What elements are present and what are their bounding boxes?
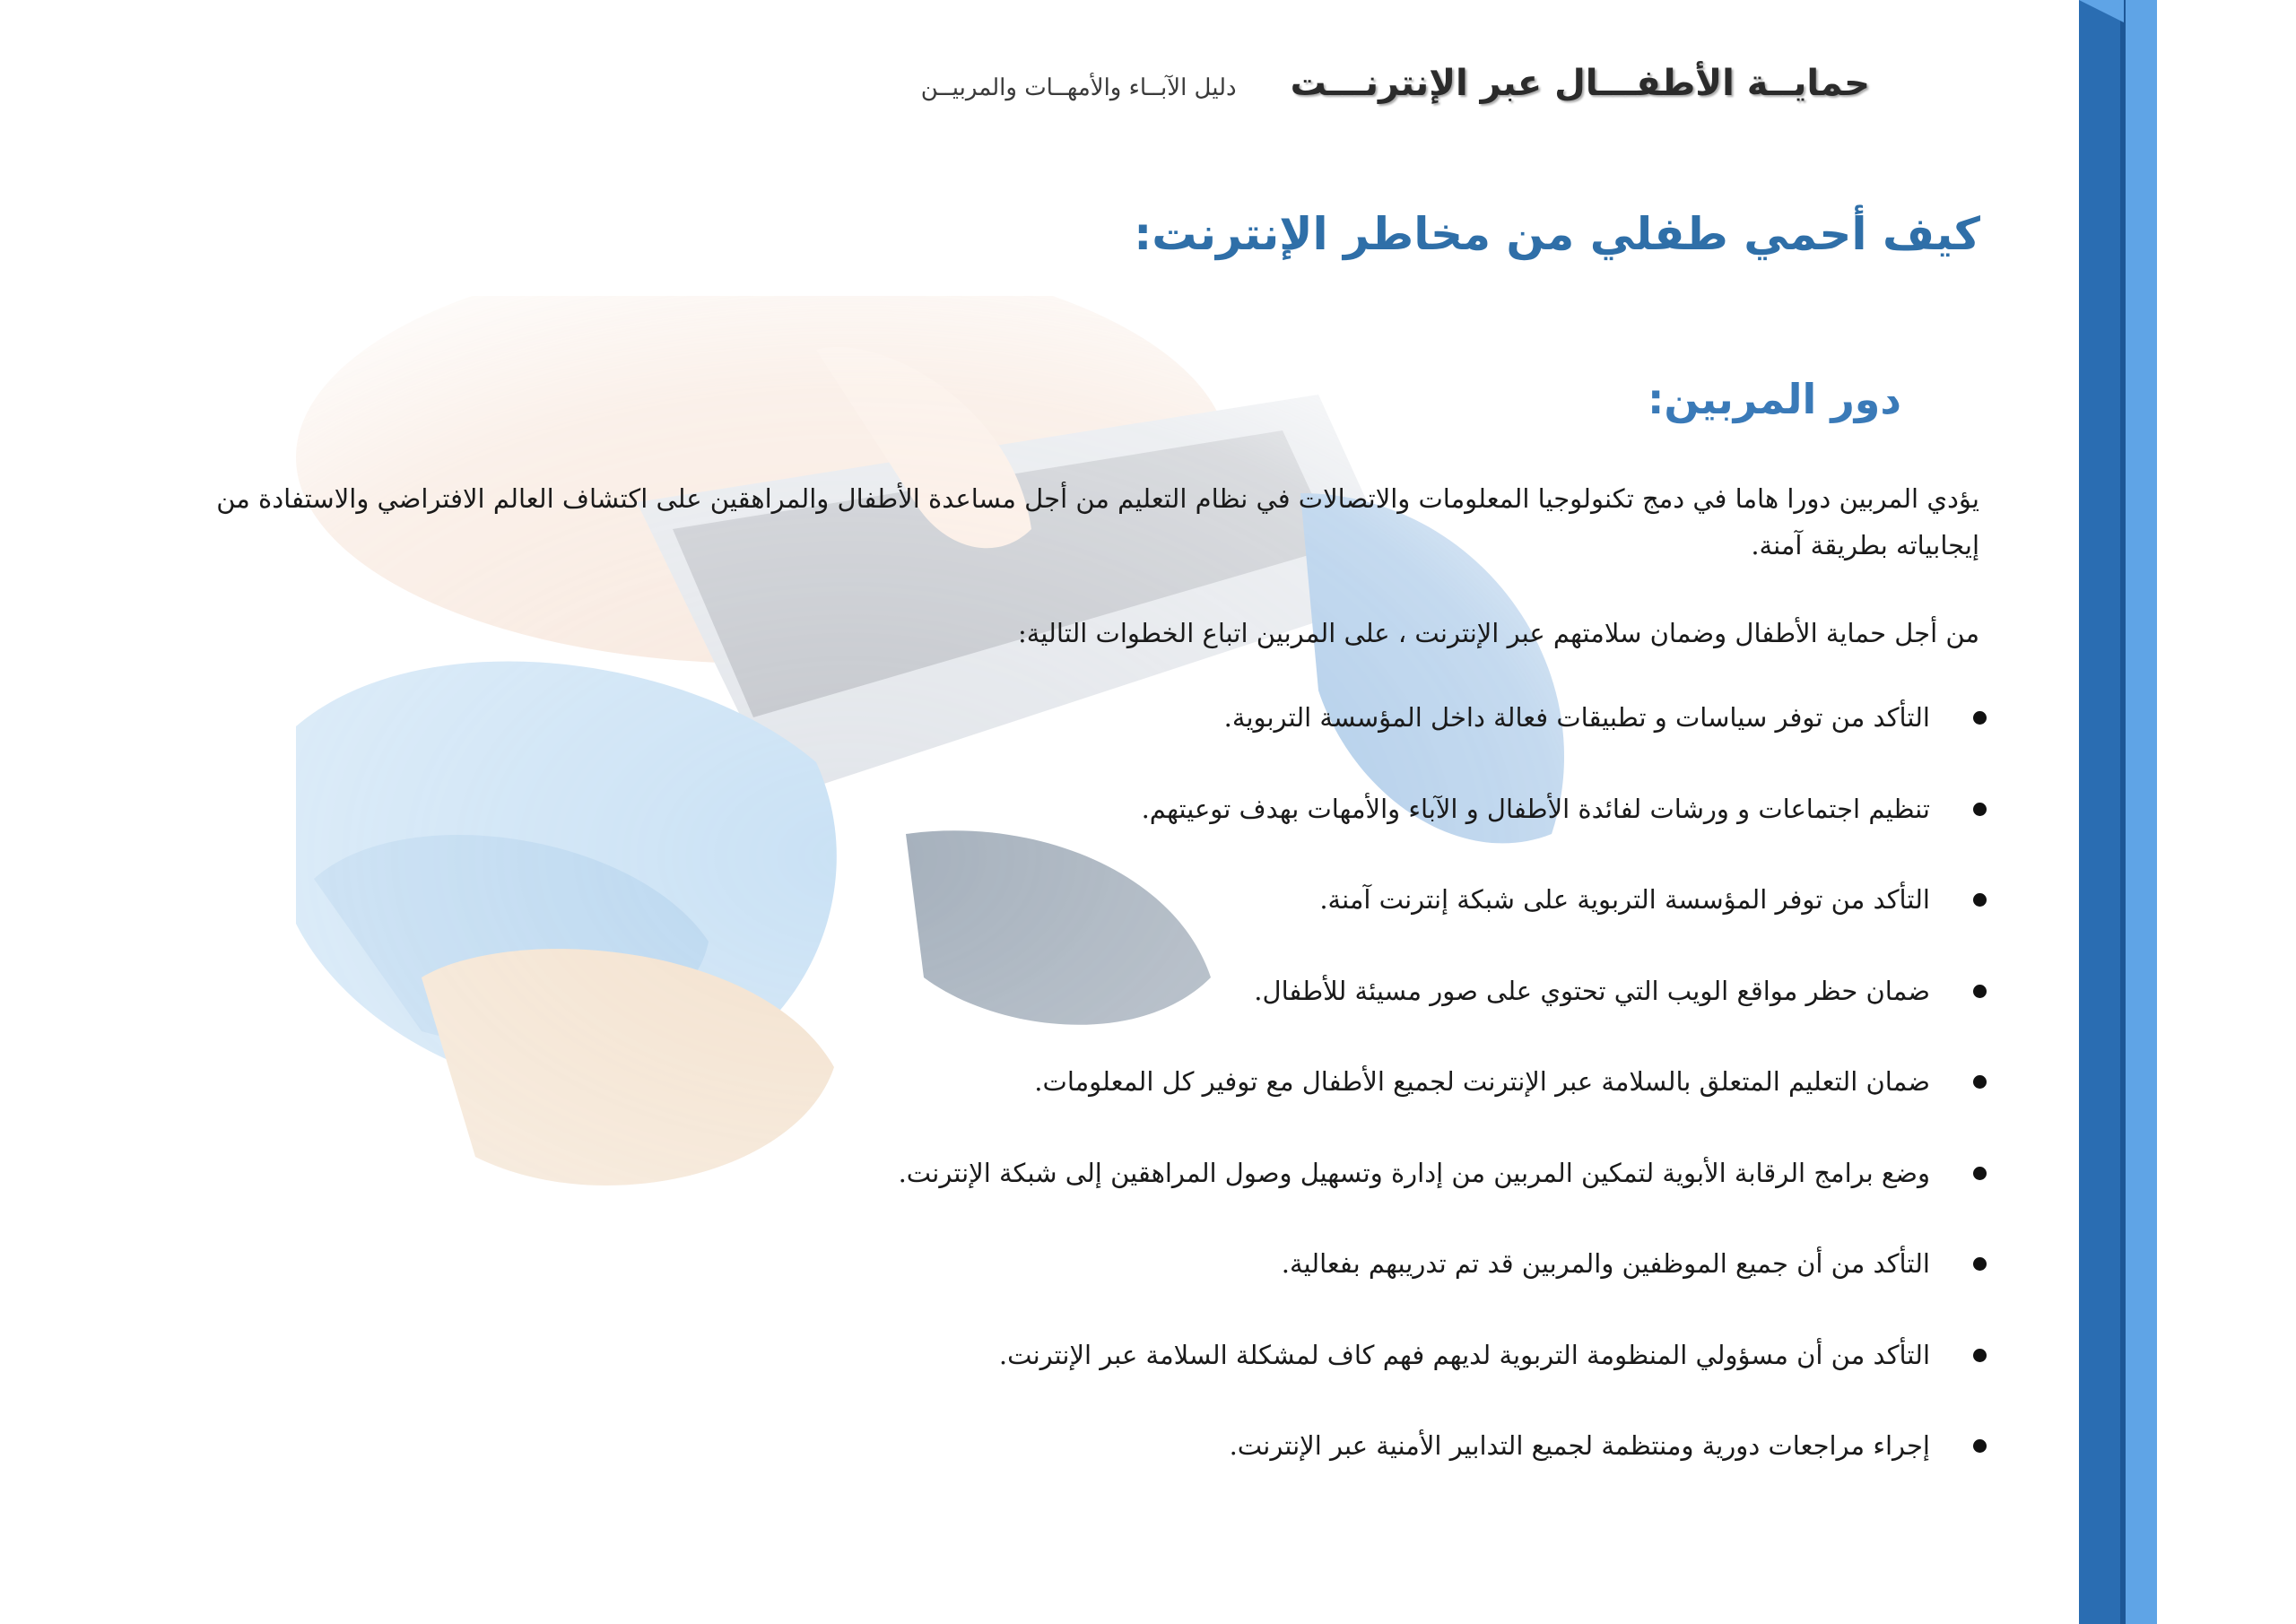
page-title: كيف أحمي طفلي من مخاطر الإنترنت: (1134, 208, 1980, 260)
list-item (899, 968, 1987, 1060)
list-item (899, 786, 1987, 878)
header-subtitle: دليل الآبــاء والأمهــات والمربيــن (920, 74, 1237, 101)
list-item-text: التأكد من توفر المؤسسة التربوية على شبكة إنترنت آمنة. (1319, 884, 1930, 915)
bullet-icon (1973, 1349, 1987, 1362)
section-heading: دور المربين: (1647, 375, 1901, 423)
list-item (899, 1151, 1987, 1242)
steps-list (899, 695, 1987, 1515)
running-header (921, 63, 1870, 104)
list-item-text: تنظيم اجتماعات و ورشات لفائدة الأطفال و الآباء والأمهات بهدف توعيتهم. (1141, 793, 1930, 824)
list-item (899, 877, 1987, 968)
list-item-text: وضع برامج الرقابة الأبوية لتمكين المربين من إدارة وتسهيل وصول المراهقين إلى شبكة الإنترنت. (898, 1157, 1930, 1188)
list-item (899, 1423, 1987, 1515)
bullet-icon (1973, 893, 1987, 907)
header-title: حمايــة الأطفـــال عبر الإنترنـــت (1290, 63, 1870, 104)
list-item (899, 1241, 1987, 1333)
decorative-sidebar (2079, 0, 2157, 1624)
list-item-text: التأكد من أن جميع الموظفين والمربين قد تم تدريبهم بفعالية. (1281, 1248, 1930, 1279)
list-item (899, 1059, 1987, 1151)
list-item (899, 1333, 1987, 1424)
bullet-icon (1973, 1257, 1987, 1271)
list-item-text: إجراء مراجعات دورية ومنتظمة لجميع التدابير الأمنية عبر الإنترنت. (1229, 1430, 1930, 1461)
steps-intro-paragraph: من أجل حماية الأطفال وضمان سلامتهم عبر الإنترنت ، على المربين اتباع الخطوات التالية: (1017, 618, 1979, 648)
bullet-icon (1973, 1439, 1987, 1453)
list-item-text: ضمان حظر مواقع الويب التي تحتوي على صور مسيئة للأطفال. (1254, 975, 1930, 1006)
list-item-text: التأكد من أن مسؤولي المنظومة التربوية لديهم فهم كاف لمشكلة السلامة عبر الإنترنت. (998, 1339, 1930, 1370)
bullet-icon (1973, 985, 1987, 998)
list-item (899, 695, 1987, 786)
bullet-icon (1973, 803, 1987, 816)
bullet-icon (1973, 1167, 1987, 1180)
intro-paragraph: يؤدي المربين دورا هاما في دمج تكنولوجيا المعلومات والاتصالات في نظام التعليم من أجل مساعدة الأطفال والمراهقين على اكتشاف العالم الافتراضي والاستفادة من إيجابياته بطريقة آمنة. (216, 483, 1979, 560)
bullet-icon (1973, 1075, 1987, 1089)
bullet-icon (1973, 711, 1987, 725)
list-item-text: ضمان التعليم المتعلق بالسلامة عبر الإنترنت لجميع الأطفال مع توفير كل المعلومات. (1034, 1066, 1930, 1097)
list-item-text: التأكد من توفر سياسات و تطبيقات فعالة داخل المؤسسة التربوية. (1223, 702, 1930, 733)
